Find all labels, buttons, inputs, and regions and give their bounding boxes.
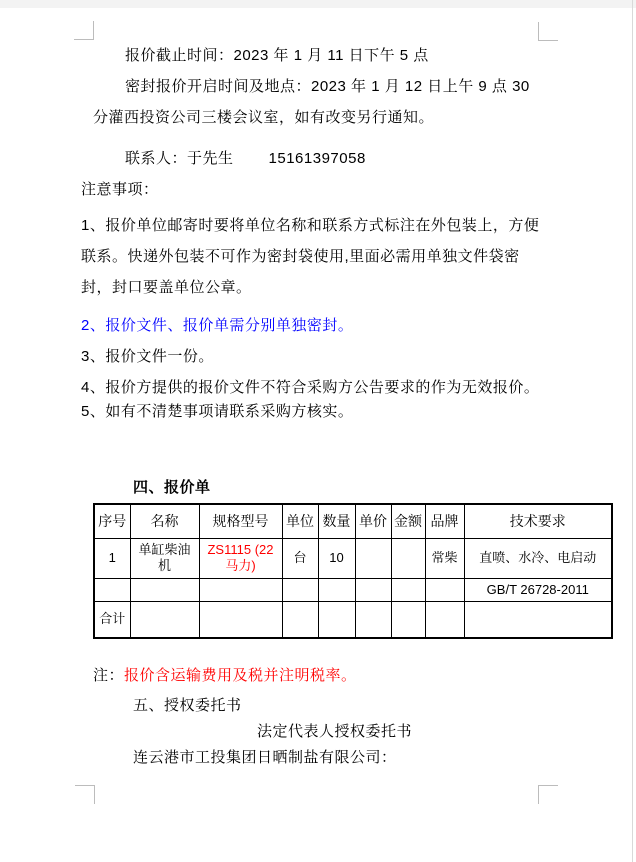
- col-header-spec: 规格型号: [199, 504, 282, 538]
- notice-item-4: 4、报价方提供的报价文件不符合采购方公告要求的作为无效报价。: [81, 379, 540, 396]
- contact-paragraph: [93, 143, 540, 174]
- footnote-label: 注：: [93, 667, 125, 684]
- quotation-table: [93, 503, 613, 639]
- margin-crop-mark-top-left: [74, 21, 94, 40]
- margin-crop-mark-top-right: [538, 22, 558, 41]
- cell-qty: [318, 578, 355, 601]
- contact-label: 联系人：于先生: [125, 150, 234, 167]
- deadline-paragraph: 报价截止时间：2023 年 1 月 11 日下午 5 点: [125, 47, 429, 64]
- cell-amount: [391, 601, 425, 638]
- col-header-name: 名称: [130, 504, 199, 538]
- poa-title: 法定代表人授权委托书: [256, 723, 412, 740]
- page-right-edge-line: [632, 0, 633, 862]
- margin-crop-mark-bottom-left: [75, 785, 95, 804]
- col-header-tech: 技术要求: [464, 504, 612, 538]
- table-row: [94, 578, 612, 601]
- cell-seq: [94, 578, 130, 601]
- col-header-amount: 金额: [391, 504, 425, 538]
- cell-brand: [425, 601, 464, 638]
- cell-price: [355, 538, 391, 578]
- col-header-qty: 数量: [318, 504, 355, 538]
- footnote-red-text: 报价含运输费用及税并注明税率。: [124, 667, 357, 684]
- cell-unit: [282, 601, 318, 638]
- cell-price: [355, 578, 391, 601]
- col-header-price: 单价: [355, 504, 391, 538]
- page-top-strip: [0, 0, 636, 8]
- cell-spec: ZS1115 (22 马力): [199, 538, 282, 578]
- cell-name: 单缸柴油机: [130, 538, 199, 578]
- cell-tech-standard: GB/T 26728-2011: [464, 578, 612, 601]
- cell-seq: 1: [94, 538, 130, 578]
- cell-name: [130, 578, 199, 601]
- cell-total-label: 合计: [94, 601, 130, 638]
- table-header-row: [94, 504, 612, 538]
- margin-crop-mark-bottom-right: [538, 785, 558, 804]
- table-total-row: [94, 601, 612, 638]
- document-body: [81, 40, 597, 771]
- cell-price: [355, 601, 391, 638]
- cell-qty: [318, 601, 355, 638]
- table-row: [94, 538, 612, 578]
- section4-heading: 四、报价单: [133, 479, 211, 496]
- notice-item-5: 5、如有不清楚事项请联系采购方核实。: [81, 403, 354, 420]
- cell-spec: [199, 601, 282, 638]
- cell-qty: 10: [318, 538, 355, 578]
- cell-brand: [425, 578, 464, 601]
- cell-amount: [391, 538, 425, 578]
- section5-heading: 五、授权委托书: [133, 697, 242, 714]
- notice-item-2: 2、报价文件、报价单需分别单独密封。: [81, 317, 354, 334]
- contact-phone: 15161397058: [268, 150, 366, 167]
- col-header-seq: 序号: [94, 504, 130, 538]
- cell-name: [130, 601, 199, 638]
- cell-brand: 常柴: [425, 538, 464, 578]
- open-time-paragraph: 密封报价开启时间及地点：2023 年 1 月 12 日上午 9 点 30 分灌西投资公司三楼会议室，如有改变另行通知。: [93, 78, 530, 126]
- col-header-brand: 品牌: [425, 504, 464, 538]
- cell-spec: [199, 578, 282, 601]
- notice-item-1: 1、报价单位邮寄时要将单位名称和联系方式标注在外包装上，方便联系。快递外包装不可作为密封袋使用,里面必需用单独文件袋密封，封口要盖单位公章。: [81, 217, 540, 296]
- col-header-unit: 单位: [282, 504, 318, 538]
- cell-tech: [464, 601, 612, 638]
- cell-amount: [391, 578, 425, 601]
- footnote-paragraph: [93, 660, 540, 691]
- cell-unit: [282, 578, 318, 601]
- cell-tech: 直喷、水冷、电启动: [464, 538, 612, 578]
- cell-unit: 台: [282, 538, 318, 578]
- notice-title: 注意事项：: [81, 181, 159, 198]
- notice-item-3: 3、报价文件一份。: [81, 348, 214, 365]
- company-address-line: 连云港市工投集团日晒制盐有限公司：: [133, 749, 397, 766]
